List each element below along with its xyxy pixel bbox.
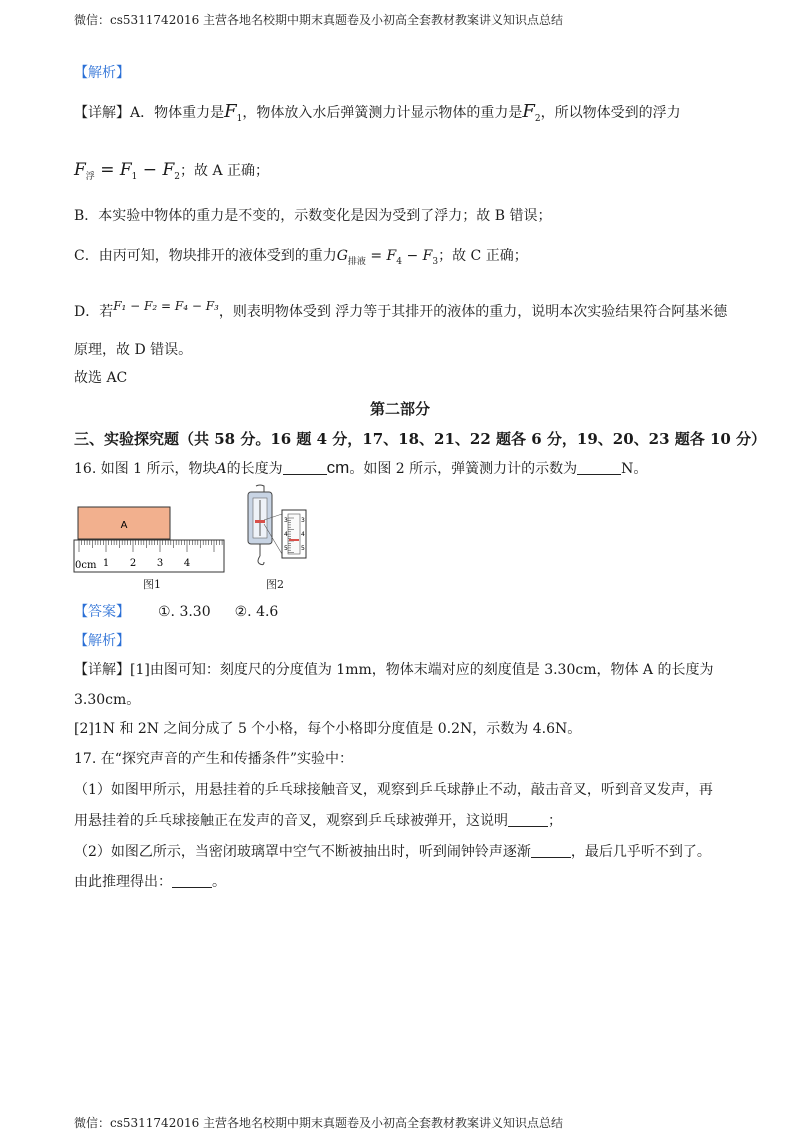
q16-detail-tag: 【详解】 — [74, 662, 130, 678]
q17-p2-text: （2）如图乙所示，当密闭玻璃罩中空气不断被抽出时，听到闹钟铃声逐渐 — [74, 844, 531, 860]
q17-p1-end: ； — [548, 813, 562, 829]
ruler-label-3: 3 — [156, 558, 164, 569]
q17-part2-line2 — [74, 872, 226, 892]
q15-line-b: B．本实验中物体的重力是不变的，示数变化是因为受到了浮力；故 B 错误； — [74, 208, 552, 224]
blank-q17-1[interactable] — [508, 812, 548, 827]
blank-q17-3[interactable] — [172, 873, 212, 888]
q16-stem-1: 16. 如图 1 所示，物块 — [74, 461, 217, 477]
q16-detail-3: [2]1N 和 2N 之间分成了 5 个小格，每个小格即分度值是 0.2N，示数为 4.6N。 — [74, 721, 582, 737]
q16-analysis-tag: 【解析】 — [74, 633, 130, 649]
q15-line-d — [74, 296, 727, 322]
q15-line-d-cont: 原理，故 D 错误。 — [74, 342, 193, 358]
zoom-right-4: 4 — [301, 531, 305, 538]
section-heading: 三、实验探究题（共 58 分。16 题 4 分，17、18、21、22 题各 6 分，19、20、23 题各 10 分） — [74, 430, 767, 448]
figure-1-caption: 图1 — [143, 578, 161, 591]
formula-line-end: ；故 A 正确； — [180, 163, 270, 179]
q16-stem-4: N。 — [621, 461, 648, 477]
q17-part2-line1 — [74, 842, 711, 862]
q15-line-a — [74, 102, 681, 129]
ruler-label-4: 4 — [183, 558, 191, 569]
f1-symbol: $F_1$ — [224, 101, 243, 124]
line-a-text-1: A．物体重力是 — [130, 105, 225, 121]
zoom-right-3: 3 — [301, 517, 305, 524]
q17-stem: 17. 在“探究声音的产生和传播条件”实验中： — [74, 751, 354, 767]
answer-1: ①. 3.30 — [158, 604, 211, 620]
unit-cm: cm — [326, 458, 350, 477]
line-d-text-2: ，则表明物体受到 浮力等于其排开的液体的重力，说明本次实验结果符合阿基米德 — [218, 304, 728, 320]
q17-part1-line2 — [74, 811, 562, 831]
q16-stem-2: 的长度为 — [226, 461, 283, 477]
ruler-label-1: 1 — [102, 558, 110, 569]
q17-part1-line1: （1）如图甲所示，用悬挂着的乒乓球接触音叉，观察到乒乓球静止不动，敲击音叉，听到音叉发声，再 — [74, 782, 713, 798]
analysis-tag: 【解析】 — [74, 65, 130, 81]
zoom-pointer — [289, 539, 299, 541]
q16-answer — [74, 602, 278, 622]
buoyancy-formula: $F_浮 = F_1 - F_2$ — [74, 160, 180, 182]
answer-2: ②. 4.6 — [234, 604, 279, 620]
page-header: 微信：cs5311742016 主营各地名校期中期末真题卷及小初高全套教材教案讲义知识点总结 — [74, 13, 564, 27]
page-footer: 微信：cs5311742016 主营各地名校期中期末真题卷及小初高全套教材教案讲义知识点总结 — [74, 1116, 564, 1130]
line-a-text-3: ，所以物体受到的浮力 — [540, 105, 681, 121]
part-title: 第二部分 — [369, 400, 430, 418]
hook-bottom — [258, 556, 264, 565]
line-d-formula: F₁ − F₂ = F₄ − F₃ — [113, 299, 219, 313]
q16-detail-1 — [74, 660, 714, 680]
blank-length[interactable] — [283, 460, 327, 475]
q16-detail-2: 3.30cm。 — [74, 692, 141, 708]
zoom-right-5: 5 — [301, 545, 305, 552]
ruler-label-2: 2 — [129, 558, 137, 569]
ruler-label-0: 0cm — [75, 560, 97, 571]
q15-formula-line — [74, 160, 269, 187]
figure-2-spring-scale — [238, 484, 312, 576]
q15-line-c — [74, 246, 528, 272]
zoom-left-4: 4 — [284, 531, 288, 538]
detail-tag: 【详解】 — [74, 105, 130, 121]
blank-q17-2[interactable] — [531, 843, 571, 858]
line-c-text-1: C．由丙可知，物块排开的液体受到的重力 — [74, 248, 337, 264]
zoom-left-3: 3 — [284, 517, 288, 524]
line-a-text-2: ，物体放入水后弹簧测力计显示物体的重力是 — [242, 105, 523, 121]
answer-tag: 【答案】 — [74, 604, 130, 620]
q16-stem — [74, 458, 647, 479]
q17-p2-mid: ，最后几乎听不到了。 — [570, 844, 711, 860]
f2-symbol: $F_2$ — [522, 101, 541, 124]
q17-p1-text: 用悬挂着的乒乓球接触正在发声的音叉，观察到乒乓球被弹开，这说明 — [74, 813, 508, 829]
q16-detail-text-1: [1]由图可知：刻度尺的分度值为 1mm，物体末端对应的刻度值是 3.30cm，物体 A 的长度为 — [130, 662, 714, 678]
zoom-left-5: 5 — [284, 545, 288, 552]
line-d-text-1: D．若 — [74, 304, 114, 320]
q17-p2-text-2: 由此推理得出： — [74, 874, 172, 890]
q17-p2-end: 。 — [212, 874, 226, 890]
line-c-text-2: ；故 C 正确； — [438, 248, 528, 264]
q16-stem-3: 。如图 2 所示，弹簧测力计的示数为 — [349, 461, 578, 477]
pointer — [255, 520, 265, 523]
blank-force[interactable] — [577, 460, 621, 475]
q16-stem-a: A — [216, 461, 227, 477]
hook-top — [256, 485, 264, 492]
block-a-label: A — [120, 520, 128, 531]
figure-2-caption: 图2 — [266, 578, 284, 591]
gravity-formula: $G_{排液} = F_4 - F_3$ — [336, 248, 439, 267]
q15-choice: 故选 AC — [74, 370, 128, 386]
